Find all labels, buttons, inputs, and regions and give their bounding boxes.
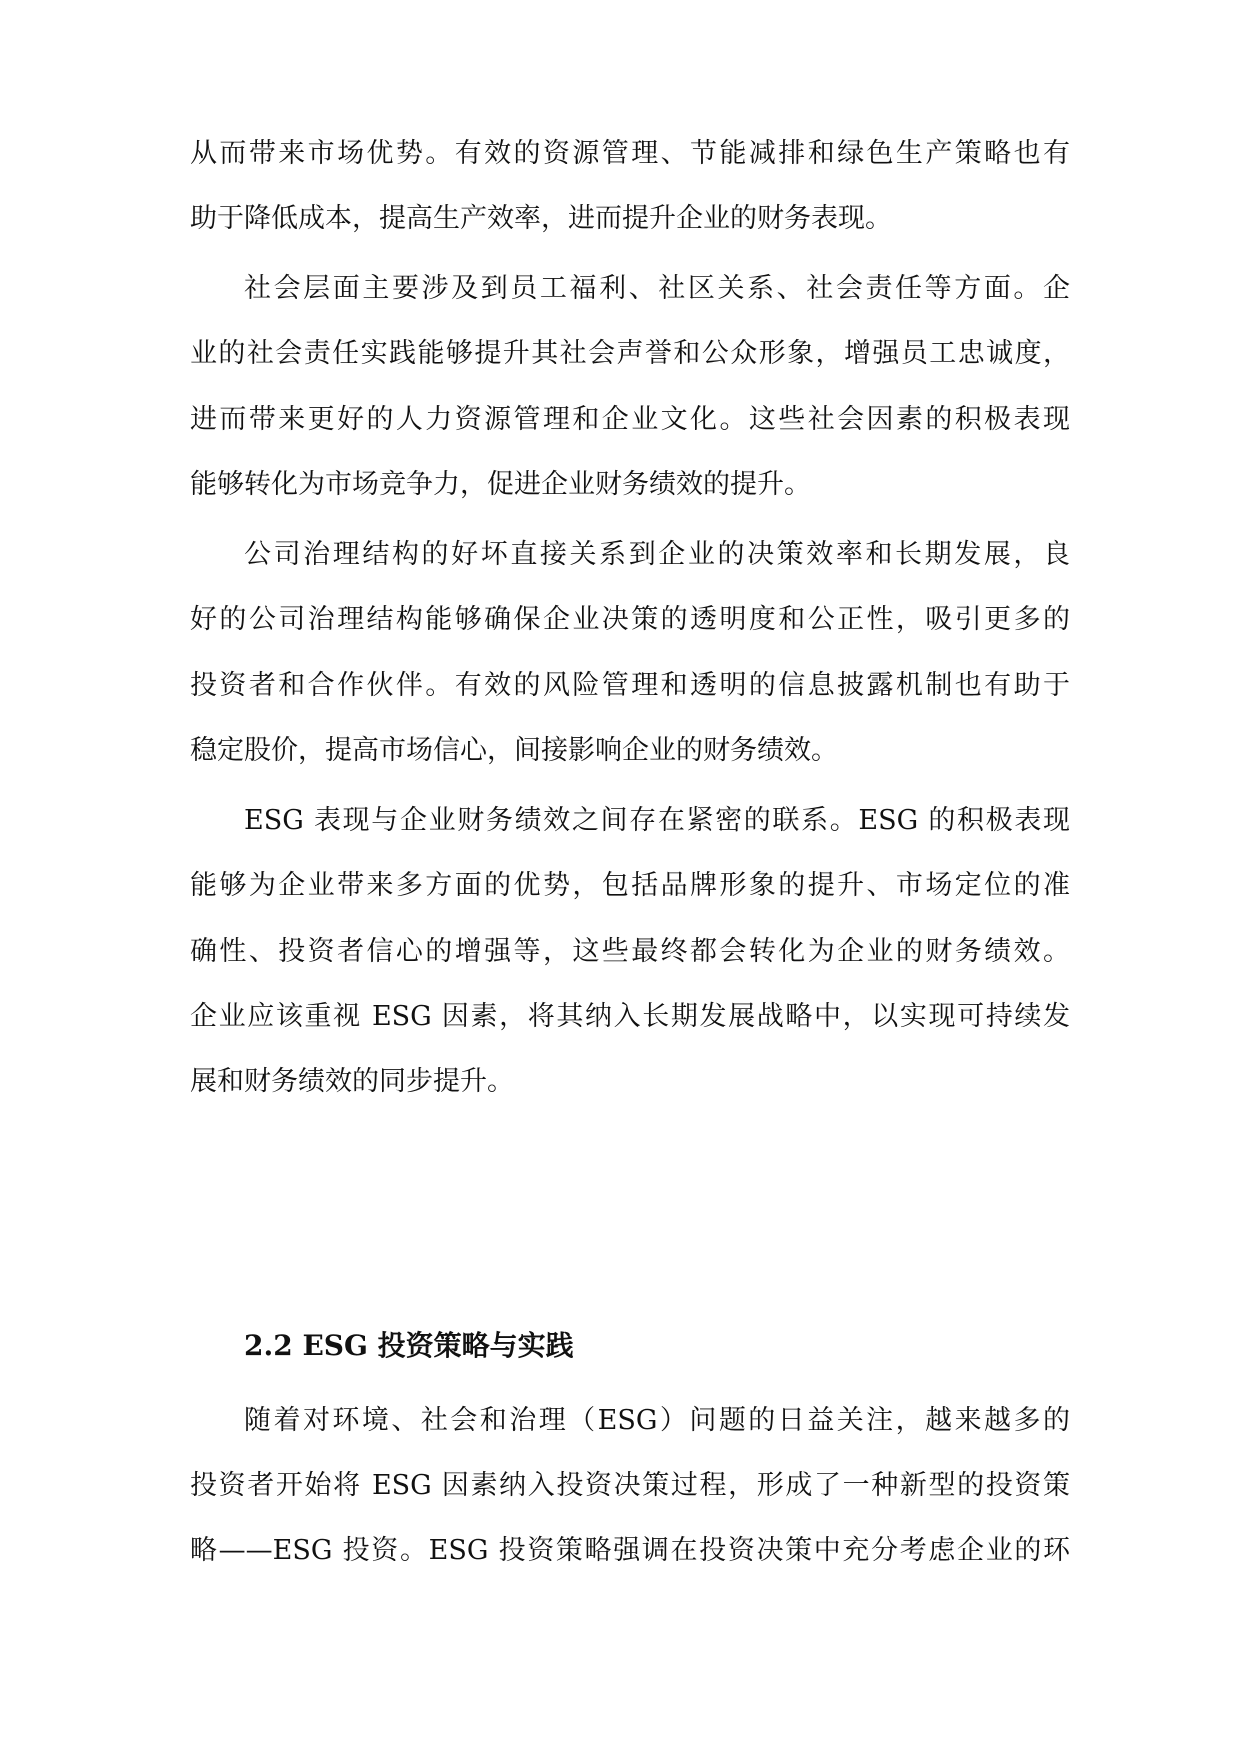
paragraph-line: 略——ESG 投资。ESG 投资策略强调在投资决策中充分考虑企业的环 [190, 1535, 1070, 1566]
paragraph-line: 展和财务绩效的同步提升。 [190, 1066, 514, 1097]
paragraph-line: 好的公司治理结构能够确保企业决策的透明度和公正性，吸引更多的 [190, 604, 1070, 635]
paragraph-line: 能够转化为市场竞争力，促进企业财务绩效的提升。 [190, 469, 811, 500]
paragraph-line: 随着对环境、社会和治理（ESG）问题的日益关注，越来越多的 [244, 1405, 1070, 1436]
paragraph-line: 投资者和合作伙伴。有效的风险管理和透明的信息披露机制也有助于 [190, 670, 1070, 701]
paragraph-line: 稳定股价，提高市场信心，间接影响企业的财务绩效。 [190, 735, 838, 766]
paragraph-line: 能够为企业带来多方面的优势，包括品牌形象的提升、市场定位的准 [190, 870, 1070, 901]
paragraph-line: 业的社会责任实践能够提升其社会声誉和公众形象，增强员工忠诚度， [190, 338, 1070, 369]
paragraph-line: 从而带来市场优势。有效的资源管理、节能减排和绿色生产策略也有 [190, 138, 1070, 169]
paragraph-line: 助于降低成本，提高生产效率，进而提升企业的财务表现。 [190, 203, 892, 234]
paragraph-line: 企业应该重视 ESG 因素，将其纳入长期发展战略中，以实现可持续发 [190, 1001, 1070, 1032]
paragraph-line: ESG 表现与企业财务绩效之间存在紧密的联系。ESG 的积极表现 [244, 805, 1070, 836]
paragraph-line: 进而带来更好的人力资源管理和企业文化。这些社会因素的积极表现 [190, 404, 1070, 435]
paragraph-line: 确性、投资者信心的增强等，这些最终都会转化为企业的财务绩效。 [190, 936, 1070, 967]
paragraph-line: 社会层面主要涉及到员工福利、社区关系、社会责任等方面。企 [244, 273, 1070, 304]
section-heading: 2.2 ESG 投资策略与实践 [244, 1329, 574, 1362]
paragraph-line: 投资者开始将 ESG 因素纳入投资决策过程，形成了一种新型的投资策 [190, 1470, 1070, 1501]
paragraph-line: 公司治理结构的好坏直接关系到企业的决策效率和长期发展，良 [244, 539, 1070, 570]
